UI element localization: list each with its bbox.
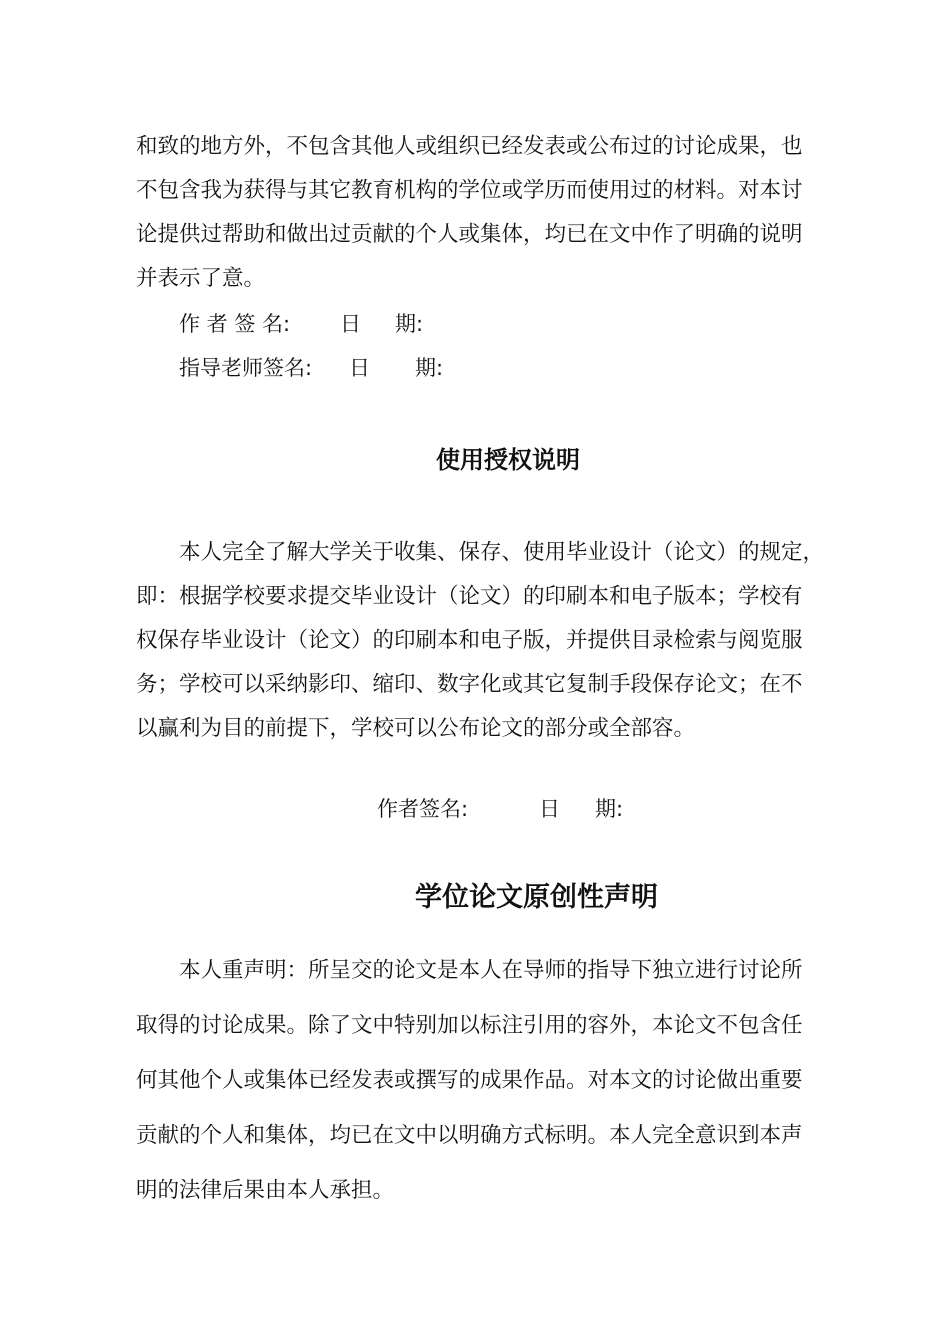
- paragraph-line: 本人完全了解大学关于收集、保存、使用毕业设计（论文）的规定，: [179, 540, 825, 565]
- paragraph-line: 本人重声明：所呈交的论文是本人在导师的指导下独立进行讨论所: [179, 958, 803, 983]
- paragraph-line: 论提供过帮助和做出过贡献的个人或集体，均已在文中作了明确的说明: [136, 222, 803, 247]
- date-label: 日: [349, 356, 370, 380]
- date-suffix: 期:: [415, 356, 444, 380]
- author-signature-label: 作者签名:: [377, 797, 469, 821]
- date-suffix: 期:: [395, 312, 424, 336]
- date-label: 日: [539, 797, 560, 821]
- advisor-signature-label: 指导老师签名:: [179, 356, 313, 380]
- originality-title: 学位论文原创性声明: [415, 882, 658, 913]
- authorization-title: 使用授权说明: [436, 446, 580, 474]
- paragraph-line: 即：根据学校要求提交毕业设计（论文）的印刷本和电子版本；学校有: [136, 584, 803, 609]
- paragraph-line: 以赢利为目的前提下，学校可以公布论文的部分或全部容。: [136, 716, 696, 741]
- author-signature-row: [179, 310, 479, 338]
- date-label: 日: [340, 312, 361, 336]
- paragraph-line: 权保存毕业设计（论文）的印刷本和电子版，并提供目录检索与阅览服: [136, 628, 803, 653]
- paragraph-line: 取得的讨论成果。除了文中特别加以标注引用的容外，本论文不包含任: [136, 1013, 803, 1038]
- authorization-signature-row: [377, 795, 677, 823]
- paragraph-line: 和致的地方外，不包含其他人或组织已经发表或公布过的讨论成果，也: [136, 134, 803, 159]
- paragraph-line: 务；学校可以采纳影印、缩印、数字化或其它复制手段保存论文；在不: [136, 672, 803, 697]
- paragraph-line: 明的法律后果由本人承担。: [136, 1178, 395, 1203]
- author-signature-label: 作 者 签 名:: [179, 312, 291, 336]
- paragraph-line: 不包含我为获得与其它教育机构的学位或学历而使用过的材料。对本讨: [136, 178, 803, 203]
- advisor-signature-row: [179, 354, 479, 382]
- paragraph-line: 何其他个人或集体已经发表或撰写的成果作品。对本文的讨论做出重要: [136, 1068, 803, 1093]
- date-suffix: 期:: [595, 797, 624, 821]
- paragraph-line: 贡献的个人和集体，均已在文中以明确方式标明。本人完全意识到本声: [136, 1123, 803, 1148]
- paragraph-line: 并表示了意。: [136, 266, 266, 291]
